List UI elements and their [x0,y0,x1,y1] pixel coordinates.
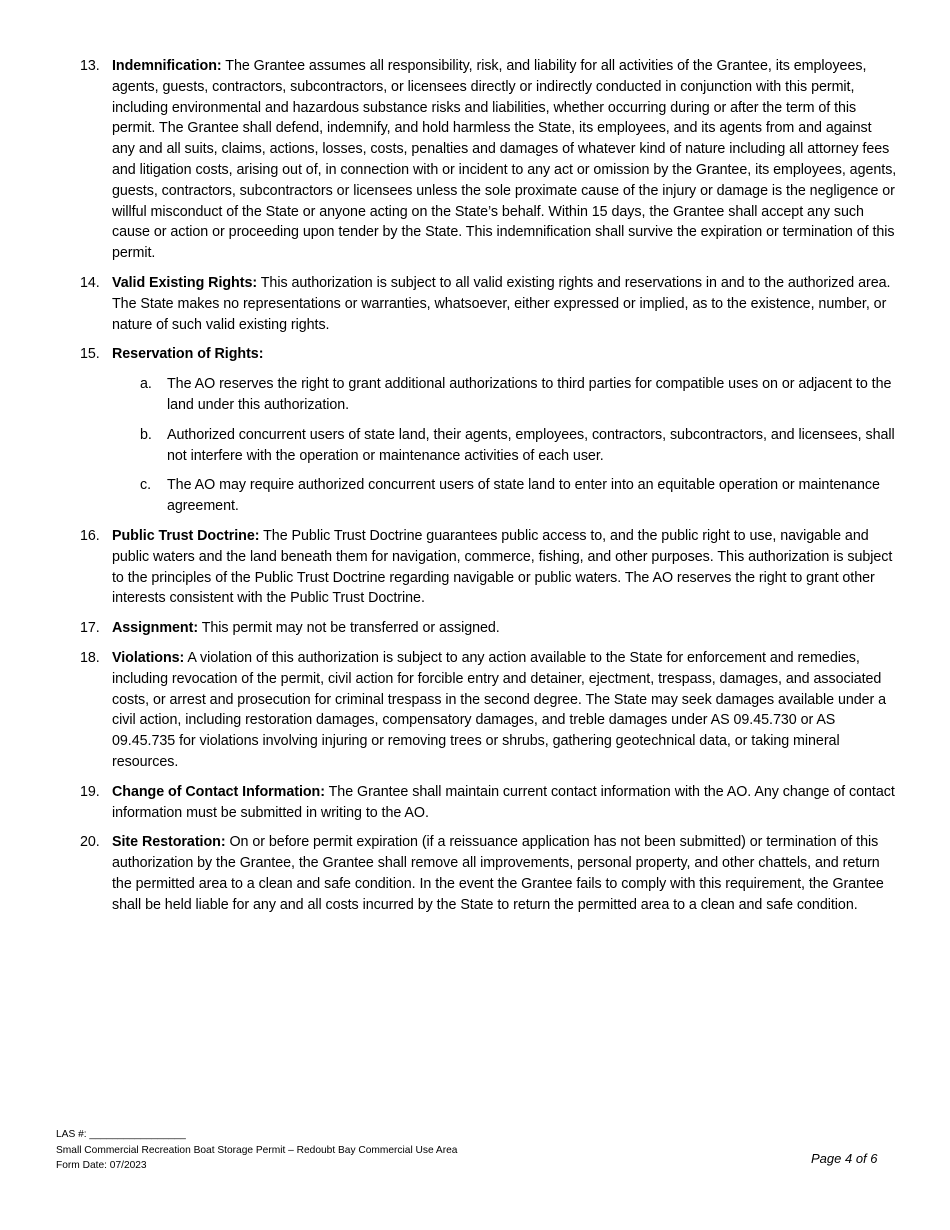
term-14 [80,273,898,335]
term-15 [80,344,898,517]
subitem-c [140,475,898,517]
term-heading: Site Restoration: [112,834,226,851]
page-number: Page 4 of 6 [811,1151,878,1166]
subitem-letter: b. [140,426,152,443]
term-heading: Valid Existing Rights: [112,274,258,291]
term-number: 14. [80,274,100,291]
term-number: 15. [80,346,100,363]
term-16 [80,526,898,609]
term-heading: Reservation of Rights: [112,346,264,363]
subitem-b [140,425,898,467]
term-text: A violation of this authorization is subject to any action available to the State for enforcement and remedies, including revocation of the permit, civil action for forcible entry and detainer, ejectment, trespass, damages, and associated costs, or arrest and prosecution for criminal trespass in the second degree. The State may seek damages available under a civil action, including restoration damages, compensatory damages, and treble damages under AS 09.45.730 or AS 09.45.735 for violations involving injuring or removing trees or shrubs, gathering geotechnical data, or taking mineral resources. [112,649,887,770]
term-number: 18. [80,649,100,666]
term-13 [80,56,898,264]
form-title: Small Commercial Recreation Boat Storage Permit – Redoubt Bay Commercial Use Area [56,1144,458,1156]
term-body [112,526,898,609]
term-18 [80,648,898,773]
term-number: 19. [80,783,100,800]
subitem-text: Authorized concurrent users of state land, their agents, employees, contractors, subcontractors, and licensees, shall not interfere with the operation or maintenance activities of each user. [167,426,895,464]
subitem-text: The AO reserves the right to grant additional authorizations to third parties for compatible uses on or adjacent to the land under this authorization. [167,376,892,413]
term-text: The Grantee shall maintain current contact information with the AO. Any change of contact information must be submitted in writing to the AO. [112,783,895,821]
subitem-letter: c. [140,477,152,494]
term-heading: Change of Contact Information: [112,783,325,800]
term-text: The Grantee assumes all responsibility, risk, and liability for all activities of the Grantee, its employees, agents, guests, contractors, subcontractors, or licensees directly or indirectly conducted in conjunction with this permit, including environmental and hazardous substance risks and liabilities, whether occurring during or after the term of this permit. The Grantee shall defend, indemnify, and hold harmless the State, its employees, and its agents from and against any and all suits, claims, actions, losses, costs, penalties and damages of whatever kind of nature including all attorney fees and litigation costs, arising out of, in connection with or incident to any act or omission by the Grantee, its employees, agents, guests, contractors, subcontractors or licensees unless the sole proximate cause of the injury or damage is the negligence or willful misconduct of the State or anyone acting on the State’s behalf. Within 15 days, the Grantee shall accept any such cause or action or proceeding upon tender by the State. This indemnification shall survive the expiration or termination of this permit. [112,58,897,262]
term-text: This permit may not be transferred or assigned. [198,620,500,637]
term-heading: Assignment: [112,620,199,637]
term-text: The Public Trust Doctrine guarantees public access to, and the public right to use, navigable and public waters and the land beneath them for navigation, commerce, fishing, and other purposes. This authorization is subject to the principles of the Public Trust Doctrine regarding navigable or public waters. The AO reserves the right to grant other interests consistent with the Public Trust Doctrine. [112,527,893,607]
term-17 [80,618,898,639]
term-body [112,344,898,517]
subitem-letter: a. [140,376,152,393]
term-number: 20. [80,834,100,851]
term-heading: Public Trust Doctrine: [112,527,260,544]
term-heading: Indemnification: [112,58,222,74]
term-text: This authorization is subject to all valid existing rights and reservations in and to the authorized area. The State makes no representations or warranties, whatsoever, either expressed or implied, as to the existence, number, or nature of such valid existing rights. [112,274,891,333]
term-number: 17. [80,620,100,637]
term-text: On or before permit expiration (if a reissuance application has not been submitted) or termination of this authorization by the Grantee, the Grantee shall remove all improvements, personal property, and other chattels, and return the permitted area to a clean and safe condition. In the event the Grantee fails to comply with this requirement, the Grantee shall be held liable for any and all costs incurred by the State to return the permitted area to a clean and safe condition. [112,834,884,913]
permit-terms-list [80,56,898,924]
term-number: 16. [80,527,100,544]
page-footer [56,1127,457,1174]
term-20 [80,832,898,915]
las-number-line: LAS #: _________________ [56,1129,186,1140]
subitem-a [140,374,898,416]
subitem-text: The AO may require authorized concurrent users of state land to enter into an equitable operation or maintenance agreement. [167,477,880,515]
term-heading: Violations: [112,649,185,666]
term-19 [80,782,898,824]
term-body [112,648,898,773]
term-body [112,832,898,915]
term-number: 13. [80,58,100,74]
term-body [112,273,898,335]
term-body [112,56,898,264]
term-body [112,782,898,824]
form-date: Form Date: 07/2023 [56,1160,147,1171]
term-body [112,618,898,639]
